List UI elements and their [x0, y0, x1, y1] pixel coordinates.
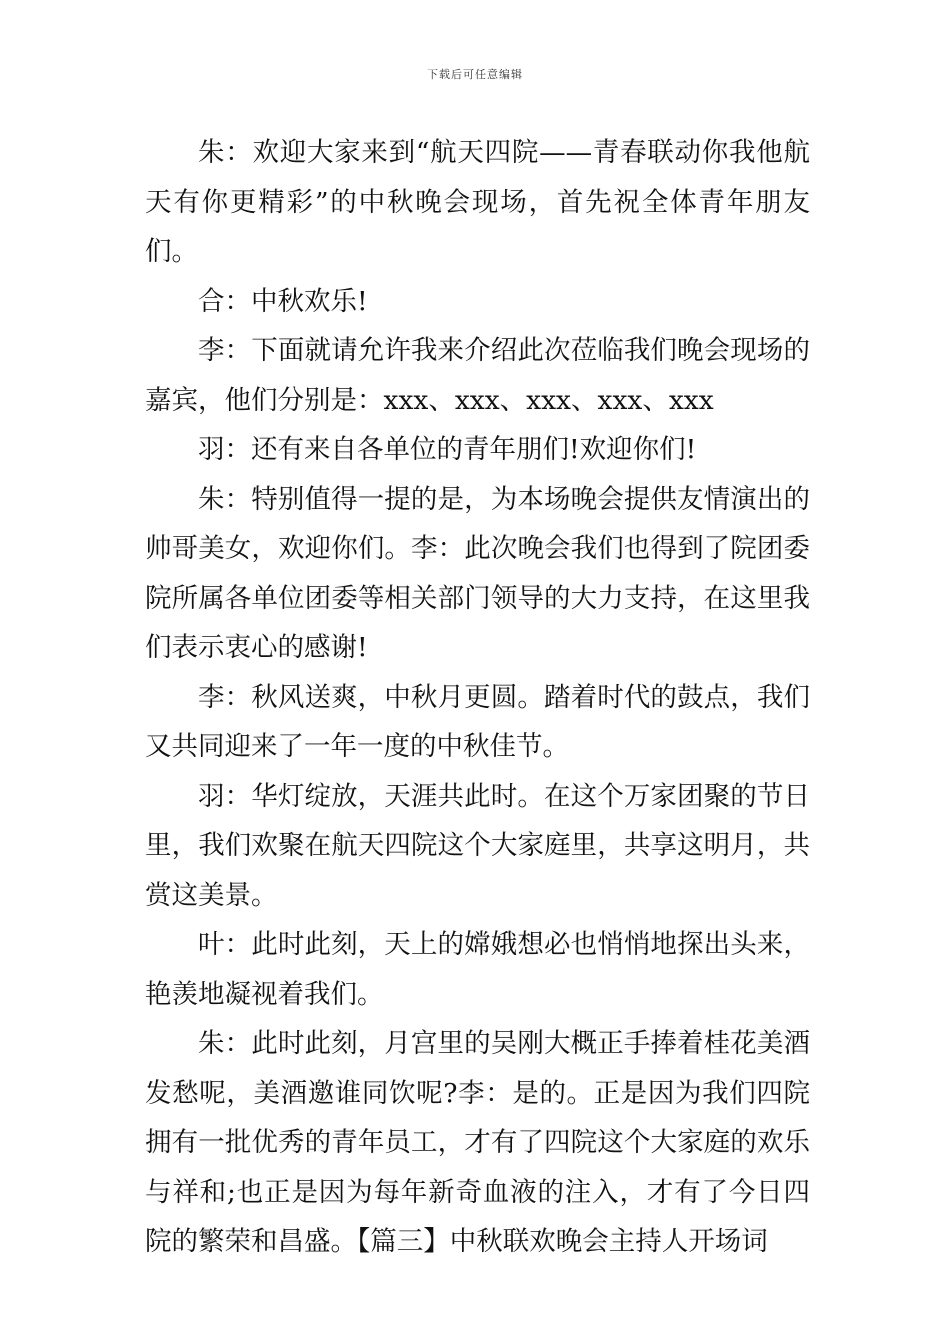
- paragraph-1: 朱：欢迎大家来到“航天四院——青春联动你我他航天有你更精彩”的中秋晚会现场，首先祝全体青年朋友们。: [145, 137, 810, 267]
- paragraph-3: 李：下面就请允许我来介绍此次莅临我们晚会现场的嘉宾，他们分别是：xxx、xxx、xxx、xxx、xxx: [145, 335, 810, 416]
- paragraph-2: 合：中秋欢乐!: [198, 285, 368, 317]
- paragraph-8: 叶：此时此刻，天上的嫦娥想必也悄悄地探出头来，艳羡地凝视着我们。: [145, 929, 810, 1010]
- paragraph-6: 李：秋风送爽，中秋月更圆。踏着时代的鼓点，我们又共同迎来了一年一度的中秋佳节。: [145, 681, 810, 762]
- paragraph-4: 羽：还有来自各单位的青年朋们!欢迎你们!: [198, 434, 697, 465]
- paragraph-7: 羽：华灯绽放，天涯共此时。在这个万家团聚的节日里，我们欢聚在航天四院这个大家庭里，共享这明月，共赏这美景。: [145, 780, 810, 911]
- paragraph-9: 朱：此时此刻，月宫里的吴刚大概正手捧着桂花美酒发愁呢，美酒邀谁同饮呢?李：是的。正是因为我们四院拥有一批优秀的青年员工，才有了四院这个大家庭的欢乐与祥和;也正是因为每年新奇血液的注入，才有了今日四院的繁荣和昌盛。【篇三】中秋联欢晚会主持人开场词: [145, 1028, 810, 1257]
- page-header-note: 下载后可任意编辑: [427, 68, 523, 81]
- paragraph-5: 朱：特别值得一提的是，为本场晚会提供友情演出的帅哥美女，欢迎你们。李：此次晚会我们也得到了院团委院所属各单位团委等相关部门领导的大力支持，在这里我们表示衷心的感谢!: [145, 483, 810, 663]
- document-body: [145, 128, 810, 1267]
